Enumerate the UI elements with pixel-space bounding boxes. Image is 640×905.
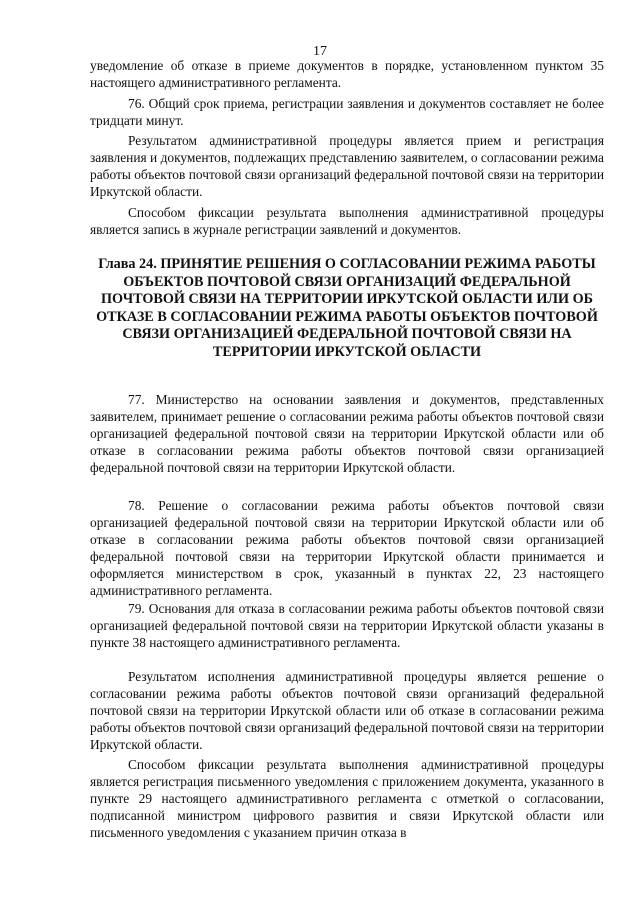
- paragraph-result-2: Результатом исполнения административной процедуры является решение о согласовании режима работы объектов почтовой связи организаций федеральной почтовой связи на территории Иркутской области или об отказе в согласовании режима работы объектов почтовой связи организаций федеральной почтовой связи на территории Иркутской области.: [90, 669, 604, 752]
- paragraph-result: Результатом административной процедуры является прием и регистрация заявления и документов, подлежащих представлению заявителем, о согласовании режима работы объектов почтовой связи организаций федеральной почтовой связи на территории Иркутской области.: [90, 133, 604, 199]
- paragraph-78: 78. Решение о согласовании режима работы объектов почтовой связи организацией федеральной почтовой связи на территории Иркутской области или об отказе в согласовании режима работы объектов почтовой связи организацией федеральной почтовой связи на территории Иркутской области принимается и оформляется министерством в срок, указанный в пунктах 22, 23 настоящего административного регламента.: [90, 498, 604, 598]
- paragraph-79: 79. Основания для отказа в согласовании режима работы объектов почтовой связи организацией федеральной почтовой связи на территории Иркутской области указаны в пункте 38 настоящего административного регламента.: [90, 601, 604, 650]
- paragraph-77: 77. Министерство на основании заявления и документов, представленных заявителем, принимает решение о согласовании режима работы объектов почтовой связи организацией федеральной почтовой связи на территории Иркутской области или об отказе в согласовании режима работы объектов почтовой связи организацией федеральной почтовой связи на территории Иркутской области.: [90, 392, 604, 475]
- paragraph-continuation: уведомление об отказе в приеме документов в порядке, установленном пунктом 35 настоящего административного регламента.: [90, 58, 604, 90]
- paragraph-fixation-2: Способом фиксации результата выполнения административной процедуры является регистрация письменного уведомления с приложением документа, указанного в пункте 29 настоящего административного регламента с отметкой о согласовании, подписанной министром цифрового развития и связи Иркутской области или письменного уведомления с указанием причин отказа в: [90, 757, 604, 840]
- chapter-heading: Глава 24. ПРИНЯТИЕ РЕШЕНИЯ О СОГЛАСОВАНИИ РЕЖИМА РАБОТЫ ОБЪЕКТОВ ПОЧТОВОЙ СВЯЗИ ОРГАНИЗАЦИЙ ФЕДЕРАЛЬНОЙ ПОЧТОВОЙ СВЯЗИ НА ТЕРРИТОРИИ ИРКУТСКОЙ ОБЛАСТИ ИЛИ ОБ ОТКАЗЕ В СОГЛАСОВАНИИ РЕЖИМА РАБОТЫ ОБЪЕКТОВ ПОЧТОВОЙ СВЯЗИ ОРГАНИЗАЦИЕЙ ФЕДЕРАЛЬНОЙ ПОЧТОВОЙ СВЯЗИ НА ТЕРРИТОРИИ ИРКУТСКОЙ ОБЛАСТИ: [96, 256, 598, 360]
- paragraph-76: 76. Общий срок приема, регистрации заявления и документов составляет не более тридцати минут.: [90, 96, 604, 128]
- paragraph-fixation: Способом фиксации результата выполнения административной процедуры является запись в журнале регистрации заявлений и документов.: [90, 205, 604, 237]
- page-number: 17: [313, 44, 327, 59]
